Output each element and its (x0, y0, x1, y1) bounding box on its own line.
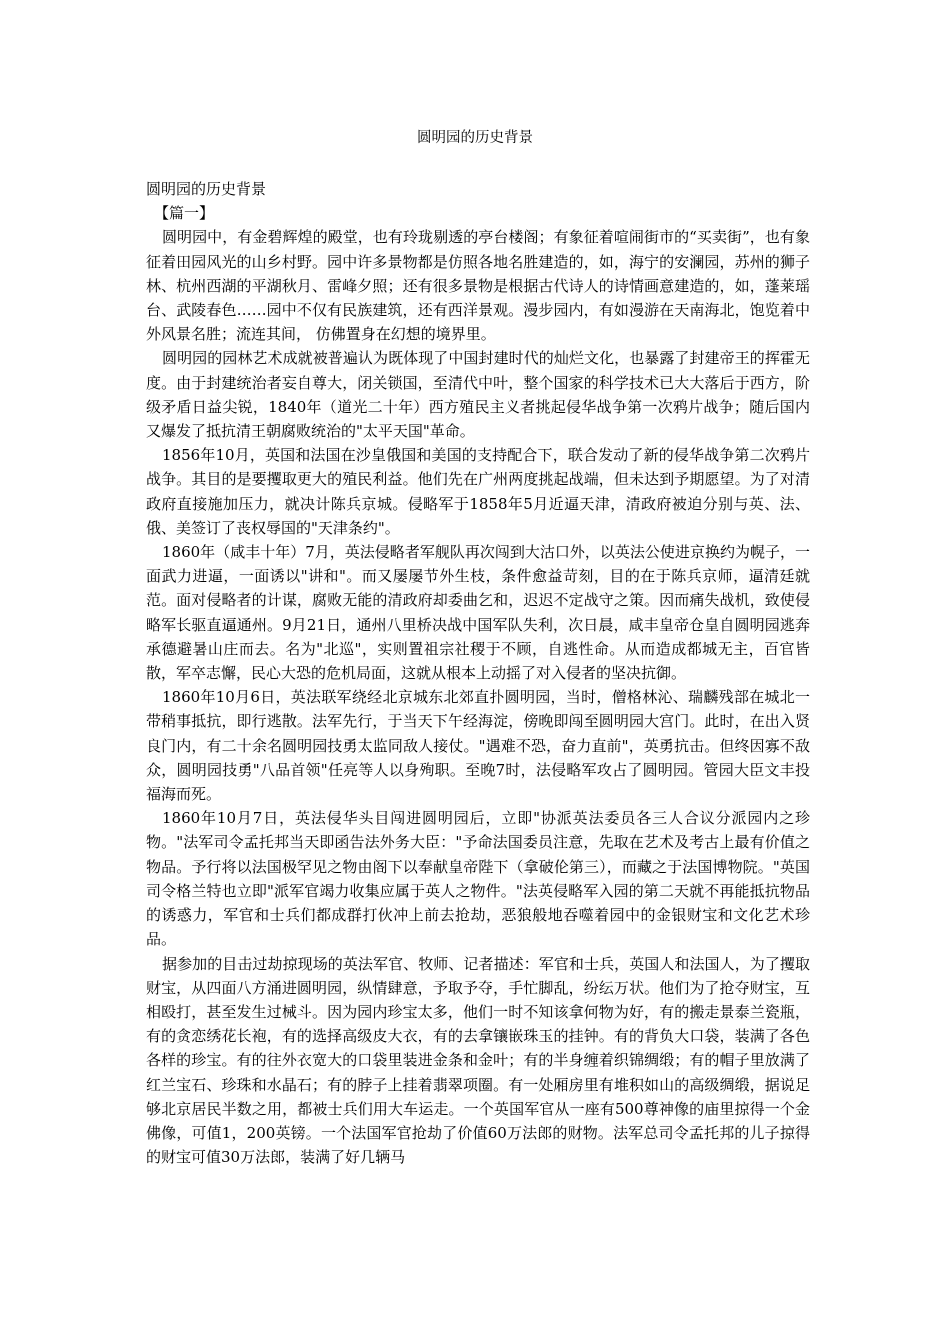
paragraph: 1860年10月7日，英法侵华头目闯进圆明园后，立即"协派英法委员各三人合议分派园内之珍物。"法军司令孟托邦当天即函告法外务大臣："予命法国委员注意，先取在艺术及考古上最有价值之物品。予行将以法国极罕见之物由阁下以奉献皇帝陛下（拿破伦第三），而藏之于法国博物院。"英国司令格兰特也立即"派军官竭力收集应属于英人之物件。"法英侵略军入园的第二天就不再能抵抗物品的诱惑力，军官和士兵们都成群打伙冲上前去抢劫，恶狼般地吞噬着园中的金银财宝和文化艺术珍品。 (146, 809, 810, 949)
document-title: 圆明园的历史背景 (417, 130, 533, 146)
paragraph: 1860年10月6日，英法联军绕经北京城东北郊直扑圆明园，当时，僧格林沁、瑞麟残部在城北一带稍事抵抗，即行逃散。法军先行，于当天下午经海淀，傍晚即闯至圆明园大宫门。此时，在出入贤良门内，有二十余名圆明园技勇太监同敌人接仗。"遇难不恐，奋力直前"，英勇抗击。但终因寡不敌众，圆明园技勇"八品首领"任亮等人以身殉职。至晚7时，法侵略军攻占了圆明园。管园大臣文丰投福海而死。 (146, 688, 810, 804)
document-body (146, 177, 810, 1169)
paragraph: 1860年（咸丰十年）7月，英法侵略者军舰队再次闯到大沽口外，以英法公使进京换约为幌子，一面武力进逼，一面诱以"讲和"。而又屡屡节外生枝，条件愈益苛刻，目的在于陈兵京师，逼清廷就范。面对侵略者的计谋，腐败无能的清政府却委曲乞和，迟迟不定战守之策。因而痛失战机，致使侵略军长驱直逼通州。9月21日，通州八里桥决战中国军队失利，次日晨，咸丰皇帝仓皇自圆明园逃奔承德避暑山庄而去。名为"北巡"，实则置祖宗社稷于不顾，自逃性命。从而造成都城无主，百官皆散，军卒志懈，民心大恐的危机局面，这就从根本上动摇了对入侵者的坚决抗御。 (146, 543, 810, 683)
document-subtitle: 圆明园的历史背景 (146, 180, 267, 198)
paragraph: 圆明园中，有金碧辉煌的殿堂，也有玲珑剔透的亭台楼阁；有象征着喧闹街市的“买卖街”，也有象征着田园风光的山乡村野。园中许多景物都是仿照各地名胜建造的，如，海宁的安澜园，苏州的狮子林、杭州西湖的平湖秋月、雷峰夕照；还有很多景物是根据古代诗人的诗情画意建造的，如，蓬莱瑶台、武陵春色……园中不仅有民族建筑，还有西洋景观。漫步园内，有如漫游在天南海北，饱览着中外风景名胜；流连其间， 仿佛置身在幻想的境界里。 (146, 228, 810, 344)
paragraph: 据参加的目击过劫掠现场的英法军官、牧师、记者描述：军官和士兵，英国人和法国人，为了攫取财宝，从四面八方涌进圆明园，纵情肆意，予取予夺，手忙脚乱，纷纭万状。他们为了抢夺财宝，互相殴打，甚至发生过械斗。因为园内珍宝太多，他们一时不知该拿何物为好，有的搬走景泰兰瓷瓶，有的贪恋绣花长袍，有的选择高级皮大衣，有的去拿镶嵌珠玉的挂钟。有的背负大口袋，装满了各色各样的珍宝。有的往外衣宽大的口袋里装进金条和金叶；有的半身缠着织锦绸缎；有的帽子里放满了红兰宝石、珍珠和水晶石；有的脖子上挂着翡翠项圈。有一处厢房里有堆积如山的高级绸缎，据说足够北京居民半数之用，都被士兵们用大车运走。一个英国军官从一座有500尊神像的庙里掠得一个金佛像，可值1，200英镑。一个法国军官抢劫了价值60万法郎的财物。法军总司令孟托邦的儿子掠得的财宝可值30万法郎，装满了好几辆马 (146, 954, 810, 1167)
paragraph: 圆明园的园林艺术成就被普遍认为既体现了中国封建时代的灿烂文化，也暴露了封建帝王的挥霍无度。由于封建统治者妄自尊大，闭关锁国，至清代中叶，整个国家的科学技术已大大落后于西方，阶级矛盾日益尖锐，1840年（道光二十年）西方殖民主义者挑起侵华战争第一次鸦片战争；随后国内又爆发了抵抗清王朝腐败统治的"太平天国"革命。 (146, 349, 810, 441)
section-label: 【篇一】 (154, 204, 215, 223)
paragraph: 1856年10月，英国和法国在沙皇俄国和美国的支持配合下，联合发动了新的侵华战争第二次鸦片战争。其目的是要攫取更大的殖民利益。他们先在广州两度挑起战端，但未达到予期愿望。为了对清政府直接施加压力，就决计陈兵京城。侵略军于1858年5月近逼天津，清政府被迫分别与英、法、俄、美签订了丧权辱国的"天津条约"。 (146, 446, 810, 537)
